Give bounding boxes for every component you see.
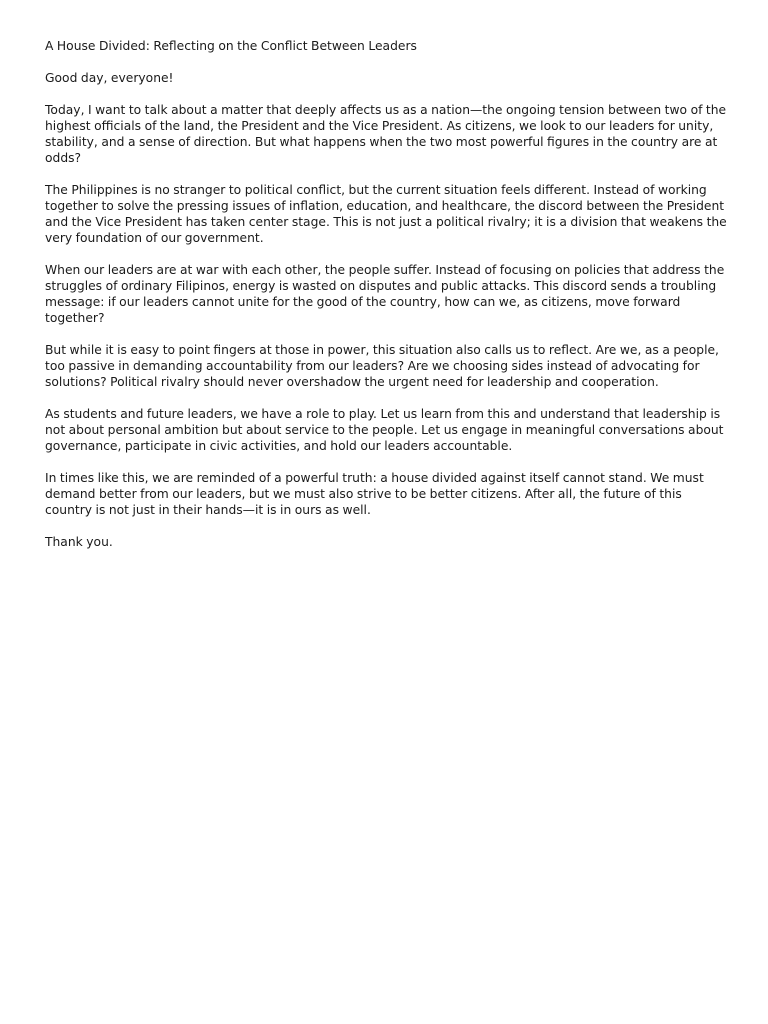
document-page (45, 38, 727, 566)
paragraph-1: Today, I want to talk about a matter that deeply affects us as a nation—the ongoing tension between two of the highest officials of the land, the President and the Vice President. As citizens, we look to our leaders for unity, stability, and a sense of direction. But what happens when the two most powerful figures in the country are at odds? (45, 103, 727, 165)
paragraph-2: The Philippines is no stranger to political conflict, but the current situation feels different. Instead of working together to solve the pressing issues of inflation, education, and healthcare, the discord between the President and the Vice President has taken center stage. This is not just a political rivalry; it is a division that weakens the very foundation of our government. (45, 183, 727, 245)
paragraph-4: But while it is easy to point fingers at those in power, this situation also calls us to reflect. Are we, as a people, too passive in demanding accountability from our leaders? Are we choosing sides instead of advocating for solutions? Political rivalry should never overshadow the urgent need for leadership and cooperation. (45, 343, 719, 389)
document-title: A House Divided: Reflecting on the Conflict Between Leaders (45, 39, 417, 53)
closing: Thank you. (45, 535, 113, 549)
paragraph-3: When our leaders are at war with each other, the people suffer. Instead of focusing on policies that address the struggles of ordinary Filipinos, energy is wasted on disputes and public attacks. This discord sends a troubling message: if our leaders cannot unite for the good of the country, how can we, as citizens, move forward together? (45, 263, 725, 325)
paragraph-6: In times like this, we are reminded of a powerful truth: a house divided against itself cannot stand. We must demand better from our leaders, but we must also strive to be better citizens. After all, the future of this country is not just in their hands—it is in ours as well. (45, 471, 704, 517)
greeting: Good day, everyone! (45, 71, 174, 85)
paragraph-5: As students and future leaders, we have a role to play. Let us learn from this and understand that leadership is not about personal ambition but about service to the people. Let us engage in meaningful conversations about governance, participate in civic activities, and hold our leaders accountable. (45, 407, 724, 453)
